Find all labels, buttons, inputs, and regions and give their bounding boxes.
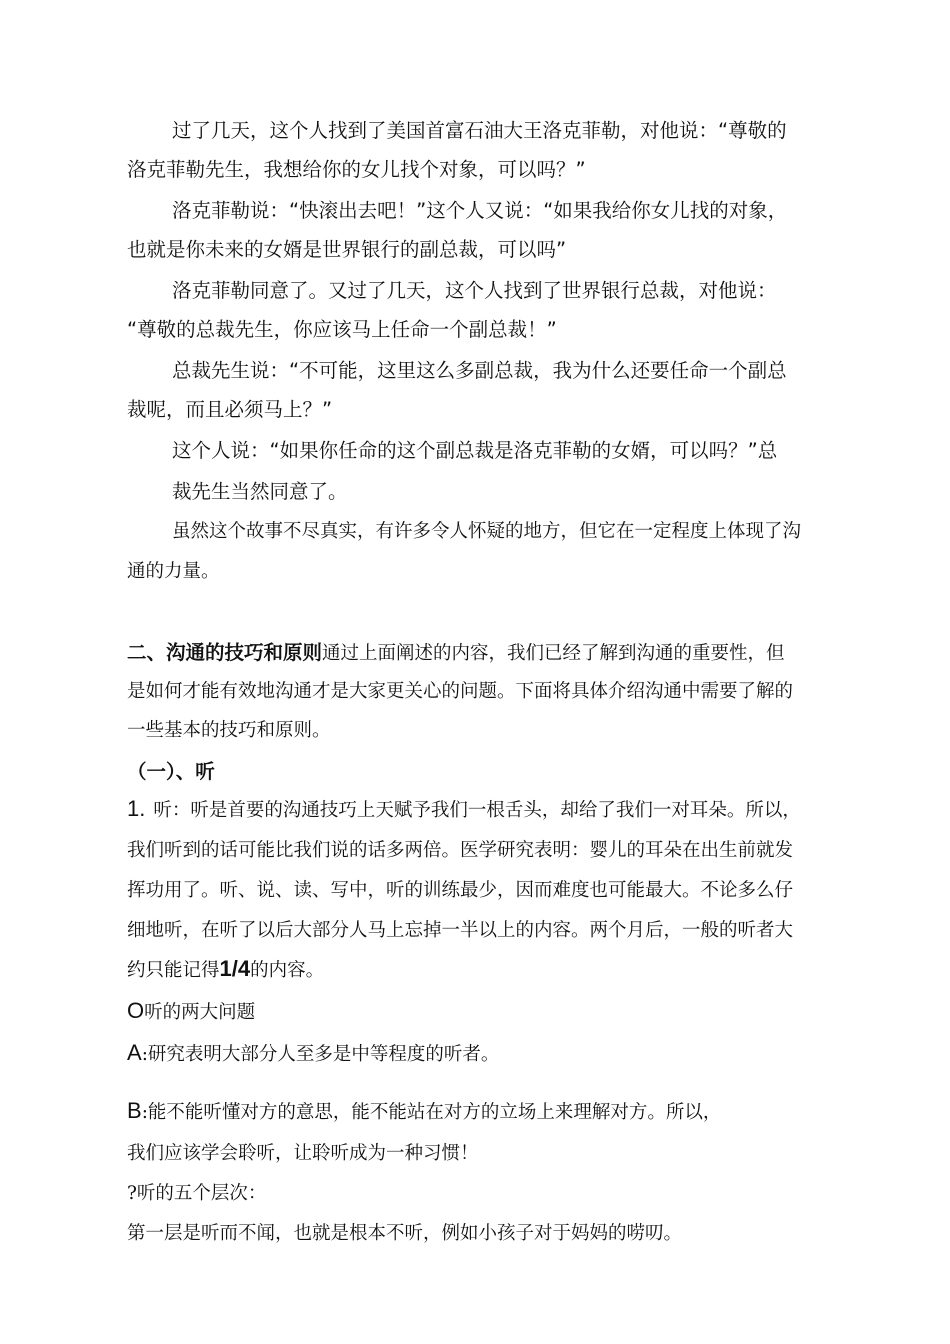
story-paragraph-2-line-2: 也就是你未来的女婿是世界银行的副总裁，可以吗” [127,238,567,261]
story-paragraph-6-line-2: 通的力量。 [127,561,220,582]
bullet-o: O [127,998,145,1023]
item-1-line-5 [127,956,324,982]
fraction-value: 1/4 [219,956,251,981]
listen-problems-title [127,998,255,1024]
story-paragraph-4-line-2: 裁呢，而且必须马上？” [127,398,333,421]
story-paragraph-1-line-2: 洛克菲勒先生，我想给你的女儿找个对象，可以吗？” [127,158,586,181]
item-1-line-4: 细地听，在听了以后大部分人马上忘掉一半以上的内容。两个月后，一般的听者大 [127,920,794,941]
item-1-line-5-part-a: 约只能记得 [127,960,220,981]
label-a: A [127,1040,142,1065]
section-heading: 二、沟通的技巧和原则 [127,641,323,664]
section-2-intro-line-1 [127,637,785,665]
subsection-heading-listen: （一）、听 [127,760,215,783]
item-1-number: 1. [127,796,146,821]
item-1-line-1 [127,796,801,822]
item-1-text: 听：听是首要的沟通技巧上天赋予我们一根舌头，却给了我们一对耳朵。所以， [153,800,801,821]
item-1-line-3: 挥功用了。听、说、读、写中，听的训练最少，因而难度也可能最大。不论多么仔 [127,880,794,901]
story-paragraph-1-line-1: 过了几天，这个人找到了美国首富石油大王洛克菲勒，对他说：“尊敬的 [172,119,787,142]
story-paragraph-4-line-1: 总裁先生说：“不可能，这里这么多副总裁，我为什么还要任命一个副总 [172,359,787,382]
problem-a-text: :研究表明大部分人至多是中等程度的听者。 [141,1044,500,1065]
story-paragraph-6-line-1: 虽然这个故事不尽真实，有许多令人怀疑的地方，但它在一定程度上体现了沟 [172,521,802,542]
story-paragraph-5-line-1: 这个人说：“如果你任命的这个副总裁是洛克菲勒的女婿，可以吗？”总 [172,439,778,462]
problem-a [127,1040,499,1066]
story-paragraph-5-line-2: 裁先生当然同意了。 [172,480,348,503]
section-2-intro-line-3: 一些基本的技巧和原则。 [127,720,331,741]
story-paragraph-3-line-1: 洛克菲勒同意了。又过了几天，这个人找到了世界银行总裁，对他说： [172,279,777,302]
section-2-intro-line-2: 是如何才能有效地沟通才是大家更关心的问题。下面将具体介绍沟通中需要了解的 [127,681,794,702]
listen-levels-title: ?听的五个层次： [127,1183,267,1204]
item-1-line-2: 我们听到的话可能比我们说的话多两倍。医学研究表明：婴儿的耳朵在出生前就发 [127,840,794,861]
story-paragraph-2-line-1: 洛克菲勒说：“快滚出去吧！”这个人又说：“如果我给你女儿找的对象， [172,199,788,222]
item-1-line-5-part-c: 的内容。 [250,960,325,981]
listen-problems-text: 听的两大问题 [144,1002,256,1023]
problem-b-line-2: 我们应该学会聆听，让聆听成为一种习惯！ [127,1143,479,1164]
label-b: B [127,1098,142,1123]
listen-level-1: 第一层是听而不闻，也就是根本不听，例如小孩子对于妈妈的唠叨。 [127,1223,683,1244]
section-intro-text: 通过上面阐述的内容，我们已经了解到沟通的重要性，但 [322,643,785,664]
story-paragraph-3-line-2: “尊敬的总裁先生，你应该马上任命一个副总裁！” [127,318,557,341]
problem-b-line-1 [127,1098,721,1124]
problem-b-text: :能不能听懂对方的意思，能不能站在对方的立场上来理解对方。所以， [141,1102,722,1123]
